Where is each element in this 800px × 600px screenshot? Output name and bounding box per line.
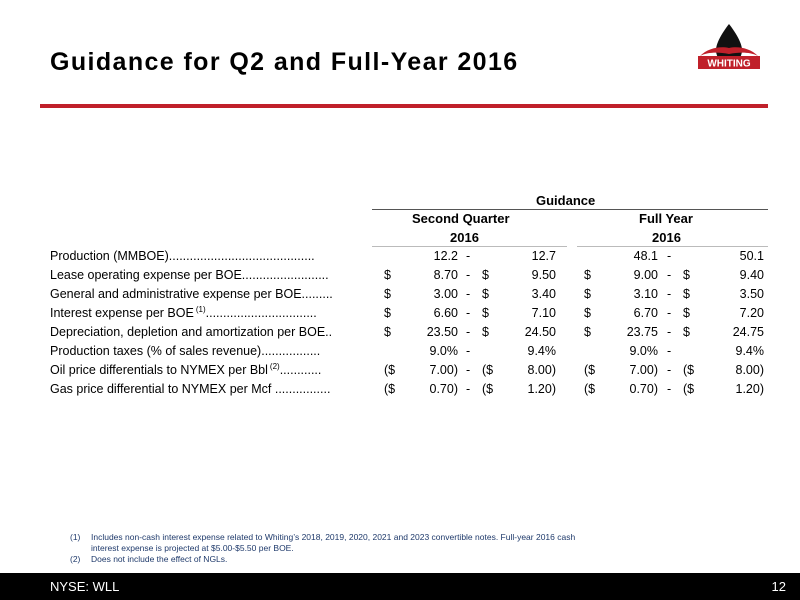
row-label [50, 266, 375, 285]
row-label-text: Gas price differential to NYMEX per Mcf ................ [50, 382, 331, 396]
cell-fy-dash: - [667, 249, 672, 263]
cell-fy-cur1: $ [584, 268, 591, 282]
cell-fy-cur1: $ [584, 325, 591, 339]
cell-fy-cur2: $ [683, 325, 690, 339]
table-row [0, 323, 800, 342]
logo-text: WHITING [707, 58, 751, 70]
cell-q2-cur2: $ [482, 268, 489, 282]
table-row [0, 380, 800, 399]
cell-fy-low: 9.00 [633, 268, 658, 282]
row-label [50, 342, 375, 361]
cell-q2-low: 9.0% [429, 344, 458, 358]
cell-q2-dash: - [466, 363, 471, 377]
cell-fy-high: 24.75 [732, 325, 764, 339]
cell-q2-dash: - [466, 382, 471, 396]
footnote-reference: (2) [269, 362, 280, 371]
leader-dots: ................................ [205, 306, 317, 320]
cell-fy-low: 0.70) [629, 382, 658, 396]
cell-q2-low: 8.70 [433, 268, 458, 282]
cell-q2-cur1: $ [384, 306, 391, 320]
cell-q2-dash: - [466, 325, 471, 339]
q2-header: Second Quarter [412, 211, 510, 226]
cell-q2-high: 3.40 [531, 287, 556, 301]
footnote-reference: (1) [195, 305, 206, 314]
row-label [50, 361, 375, 381]
cell-q2-low: 12.2 [433, 249, 458, 263]
cell-q2-cur1: ($ [384, 363, 396, 377]
cell-q2-low: 23.50 [426, 325, 458, 339]
cell-fy-low: 23.75 [626, 325, 658, 339]
table-row [0, 342, 800, 361]
cell-fy-cur1: ($ [584, 363, 596, 377]
cell-q2-high: 8.00) [527, 363, 556, 377]
cell-fy-dash: - [667, 382, 672, 396]
q2-year: 2016 [450, 230, 479, 245]
table-row [0, 304, 800, 323]
table-row [0, 247, 800, 266]
cell-q2-dash: - [466, 344, 471, 358]
footer-bar [0, 573, 800, 600]
footnote-1-line-1: Includes non-cash interest expense related to Whiting’s 2018, 2019, 2020, 2021 and 2023 convertible notes. Full-year 2016 cash [91, 532, 576, 542]
cell-q2-high: 9.4% [527, 344, 556, 358]
cell-q2-high: 24.50 [524, 325, 556, 339]
cell-fy-high: 50.1 [739, 249, 764, 263]
cell-fy-cur2: ($ [683, 382, 695, 396]
cell-q2-cur1: $ [384, 268, 391, 282]
cell-fy-low: 7.00) [629, 363, 658, 377]
cell-fy-low: 48.1 [633, 249, 658, 263]
row-label-text: Lease operating expense per BOE......................... [50, 268, 329, 282]
cell-fy-dash: - [667, 363, 672, 377]
row-label-text: Production taxes (% of sales revenue)................. [50, 344, 321, 358]
cell-q2-cur2: $ [482, 306, 489, 320]
cell-q2-low: 3.00 [433, 287, 458, 301]
row-label [50, 247, 375, 266]
cell-q2-low: 7.00) [429, 363, 458, 377]
footnote-2-line-1: Does not include the effect of NGLs. [91, 554, 228, 564]
table-row [0, 361, 800, 380]
page-title: Guidance for Q2 and Full-Year 2016 [50, 48, 519, 76]
row-label [50, 304, 375, 324]
cell-q2-cur1: ($ [384, 382, 396, 396]
cell-q2-high: 7.10 [531, 306, 556, 320]
cell-q2-dash: - [466, 249, 471, 263]
cell-fy-cur2: $ [683, 306, 690, 320]
cell-fy-low: 9.0% [629, 344, 658, 358]
cell-fy-high: 1.20) [735, 382, 764, 396]
cell-fy-cur2: ($ [683, 363, 695, 377]
cell-fy-cur1: ($ [584, 382, 596, 396]
footnote-1-line-2: interest expense is projected at $5.00-$5.50 per BOE. [91, 543, 294, 553]
cell-q2-cur2: ($ [482, 382, 494, 396]
cell-q2-cur2: ($ [482, 363, 494, 377]
cell-fy-dash: - [667, 268, 672, 282]
cell-q2-dash: - [466, 268, 471, 282]
cell-fy-high: 3.50 [739, 287, 764, 301]
cell-fy-dash: - [667, 287, 672, 301]
cell-q2-cur1: $ [384, 287, 391, 301]
row-label-text: Oil price differentials to NYMEX per Bbl [50, 363, 268, 377]
cell-fy-cur1: $ [584, 306, 591, 320]
row-label-text: Production (MMBOE).......................................... [50, 249, 315, 263]
cell-fy-high: 9.4% [735, 344, 764, 358]
cell-q2-low: 0.70) [429, 382, 458, 396]
cell-q2-high: 9.50 [531, 268, 556, 282]
guidance-header: Guidance [536, 193, 596, 208]
cell-q2-cur1: $ [384, 325, 391, 339]
cell-fy-dash: - [667, 306, 672, 320]
cell-fy-cur2: $ [683, 268, 690, 282]
guidance-underline [372, 209, 768, 210]
footnote-2-number: (2) [70, 554, 81, 564]
leader-dots: ............ [279, 363, 322, 377]
cell-fy-low: 3.10 [633, 287, 658, 301]
cell-q2-high: 1.20) [527, 382, 556, 396]
cell-q2-cur2: $ [482, 287, 489, 301]
fy-year: 2016 [652, 230, 681, 245]
cell-fy-cur1: $ [584, 287, 591, 301]
row-label-text: Interest expense per BOE [50, 306, 194, 320]
cell-fy-low: 6.70 [633, 306, 658, 320]
cell-fy-high: 8.00) [735, 363, 764, 377]
whiting-logo [694, 22, 764, 78]
footer-ticker: NYSE: WLL [50, 579, 120, 594]
cell-q2-cur2: $ [482, 325, 489, 339]
table-row [0, 285, 800, 304]
cell-fy-dash: - [667, 344, 672, 358]
row-label [50, 380, 375, 399]
cell-fy-dash: - [667, 325, 672, 339]
row-label [50, 323, 375, 342]
cell-fy-high: 9.40 [739, 268, 764, 282]
cell-q2-dash: - [466, 306, 471, 320]
table-row [0, 266, 800, 285]
row-label-text: General and administrative expense per BOE......... [50, 287, 333, 301]
row-label [50, 285, 375, 304]
page-number: 12 [771, 579, 786, 594]
fy-header: Full Year [639, 211, 693, 226]
footnote-1-number: (1) [70, 532, 81, 542]
row-label-text: Depreciation, depletion and amortization per BOE.. [50, 325, 333, 339]
cell-fy-cur2: $ [683, 287, 690, 301]
title-divider [40, 104, 768, 108]
cell-q2-dash: - [466, 287, 471, 301]
cell-fy-high: 7.20 [739, 306, 764, 320]
cell-q2-high: 12.7 [531, 249, 556, 263]
cell-q2-low: 6.60 [433, 306, 458, 320]
